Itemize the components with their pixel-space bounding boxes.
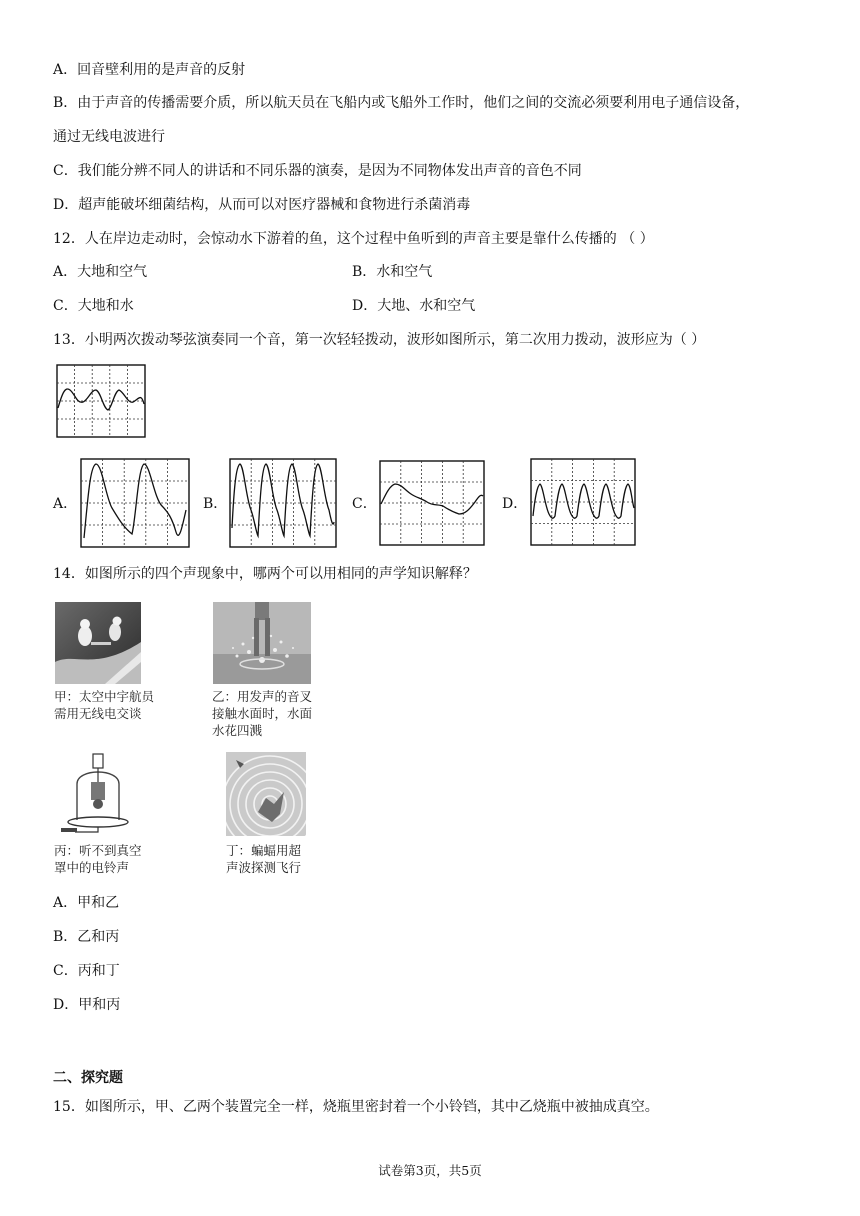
q11-option-a: A．回音壁利用的是声音的反射 <box>53 62 246 78</box>
q14-bell-jar-picture <box>55 750 141 838</box>
q14-caption-ding: 丁：蝙蝠用超 声波探测飞行 <box>226 843 302 875</box>
q12-option-d: D．大地、水和空气 <box>352 298 476 314</box>
q12-option-c: C．大地和水 <box>53 298 134 314</box>
q15-stem: 15．如图所示，甲、乙两个装置完全一样，烧瓶里密封着一个小铃铛，其中乙烧瓶中被抽成真空。 <box>53 1099 659 1115</box>
q13-option-c-label: C． <box>352 496 377 512</box>
q14-caption-yi: 乙：用发声的音叉 接触水面时，水面 水花四溅 <box>212 689 313 738</box>
q13-option-c-waveform <box>379 460 485 546</box>
q13-option-a-label: A． <box>53 496 78 512</box>
section-heading: 二、探究题 <box>53 1070 123 1086</box>
q13-option-d-label: D． <box>502 496 528 512</box>
q12-option-b: B．水和空气 <box>352 264 433 280</box>
q14-stem: 14．如图所示的四个声现象中，哪两个可以用相同的声学知识解释？ <box>53 566 477 582</box>
q13-option-b-waveform <box>229 458 337 548</box>
q14-caption-bing: 丙：听不到真空 罩中的电铃声 <box>54 843 142 875</box>
q13-option-a-waveform <box>80 458 190 548</box>
q11-option-d: D．超声能破坏细菌结构，从而可以对医疗器械和食物进行杀菌消毒 <box>53 197 471 213</box>
q14-option-b: B．乙和丙 <box>53 929 120 945</box>
q13-stem: 13．小明两次拨动琴弦演奏同一个音，第一次轻轻拨动，波形如图所示，第二次用力拨动，波形应为（ ） <box>53 332 706 348</box>
q14-tuning-fork-water-picture <box>213 602 311 684</box>
q11-option-c: C．我们能分辨不同人的讲话和不同乐器的演奏，是因为不同物体发出声音的音色不同 <box>53 163 582 179</box>
q13-option-b-label: B． <box>203 496 228 512</box>
q14-option-c: C．丙和丁 <box>53 963 120 979</box>
q12-stem: 12．人在岸边走动时，会惊动水下游着的鱼，这个过程中鱼听到的声音主要是靠什么传播的 （ ） <box>53 231 654 247</box>
q14-astronauts-picture <box>55 602 141 684</box>
q13-reference-waveform <box>56 364 146 438</box>
q11-option-b-line2: 通过无线电波进行 <box>53 129 165 145</box>
q12-option-a: A．大地和空气 <box>53 264 148 280</box>
q14-option-d: D．甲和丙 <box>53 997 121 1013</box>
q14-caption-jia: 甲：太空中宇航员 需用无线电交谈 <box>54 689 155 721</box>
q14-option-a: A．甲和乙 <box>53 895 120 911</box>
q11-option-b-line1: B．由于声音的传播需要介质，所以航天员在飞船内或飞船外工作时，他们之间的交流必须要利用电子通信设备， <box>53 95 750 111</box>
page-footer: 试卷第3页，共5页 <box>378 1163 482 1178</box>
q13-option-d-waveform <box>530 458 636 546</box>
q14-bat-echolocation-picture <box>226 752 306 836</box>
